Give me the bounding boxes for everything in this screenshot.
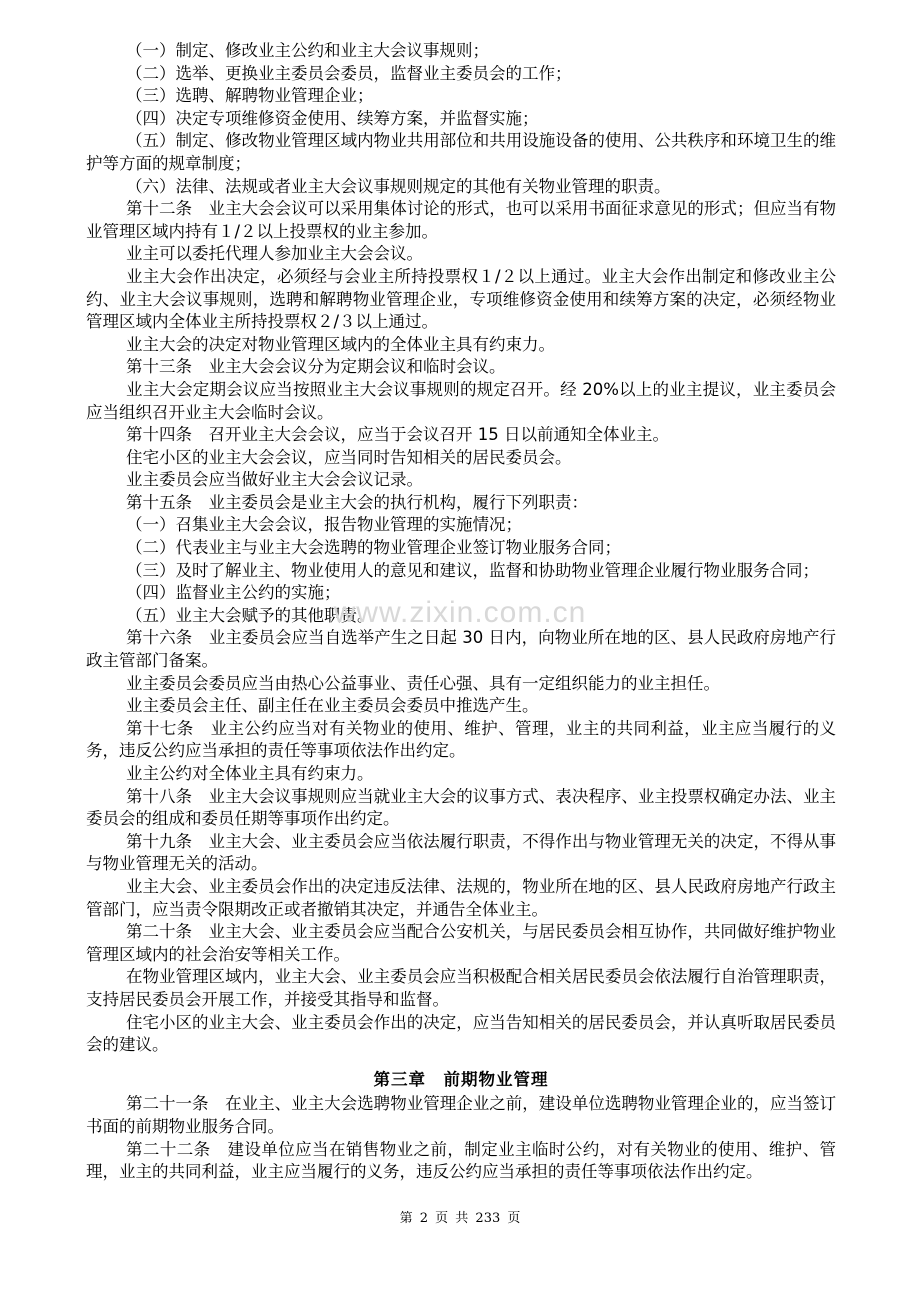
paragraph: （二）选举、更换业主委员会委员，监督业主委员会的工作； bbox=[126, 63, 572, 83]
article-21: 第二十一条 在业主、业主大会选聘物业管理企业之前，建设单位选聘物业管理企业的，应当签订书面的前期物业服务合同。 bbox=[86, 1094, 836, 1136]
article-14: 第十四条 召开业主大会会议，应当于会议召开 15 日以前通知全体业主。 bbox=[126, 425, 669, 445]
paragraph: （一）召集业主大会会议，报告物业管理的实施情况； bbox=[126, 515, 522, 535]
paragraph: （三）选聘、解聘物业管理企业； bbox=[126, 86, 374, 106]
paragraph: （四）监督业主公约的实施； bbox=[126, 583, 341, 603]
article-22: 第二十二条 建设单位应当在销售物业之前，制定业主临时公约，对有关物业的使用、维护、管理，业主的共同利益，业主应当履行的义务，违反公约应当承担的责任等事项依法作出约定。 bbox=[86, 1139, 836, 1182]
paragraph: （二）代表业主与业主大会选聘的物业管理企业签订物业服务合同； bbox=[126, 538, 621, 558]
paragraph: 业主委员会委员应当由热心公益事业、责任心强、具有一定组织能力的业主担任。 bbox=[126, 673, 720, 693]
paragraph: （六）法律、法规或者业主大会议事规则规定的其他有关物业管理的职责。 bbox=[126, 176, 671, 196]
paragraph: 业主委员会主任、副主任在业主委员会委员中推选产生。 bbox=[126, 696, 539, 716]
paragraph: 住宅小区的业主大会会议，应当同时告知相关的居民委员会。 bbox=[126, 447, 572, 467]
article-16: 第十六条 业主委员会应当自选举产生之日起 30 日内，向物业所在地的区、县人民政府房地产行政主管部门备案。 bbox=[86, 628, 836, 671]
paragraph: 业主委员会应当做好业主大会会议记录。 bbox=[126, 470, 423, 490]
paragraph: （五）制定、修改物业管理区域内物业共用部位和共用设施设备的使用、公共秩序和环境卫生的维护等方面的规章制度； bbox=[86, 131, 836, 173]
paragraph: 在物业管理区域内，业主大会、业主委员会应当积极配合相关居民委员会依法履行自治管理职责，支持居民委员会开展工作，并接受其指导和监督。 bbox=[86, 967, 836, 1009]
paragraph: （四）决定专项维修资金使用、续筹方案，并监督实施； bbox=[126, 108, 539, 128]
document-body bbox=[86, 40, 836, 1184]
paragraph: （五）业主大会赋予的其他职责。 bbox=[126, 605, 374, 625]
watermark: www.zixin.com.cn bbox=[333, 596, 587, 629]
paragraph: 业主大会定期会议应当按照业主大会议事规则的规定召开。经 20%以上的业主提议，业主委员会应当组织召开业主大会临时会议。 bbox=[86, 379, 836, 422]
chapter-heading: 第三章 前期物业管理 bbox=[373, 1069, 549, 1089]
paragraph: 业主大会的决定对物业管理区域内的全体业主具有约束力。 bbox=[126, 334, 555, 354]
article-19: 第十九条 业主大会、业主委员会应当依法履行职责，不得作出与物业管理无关的决定，不得从事与物业管理无关的活动。 bbox=[86, 831, 836, 874]
page-footer: 第 2 页 共 233 页 bbox=[399, 1211, 521, 1226]
paragraph: （一）制定、修改业主公约和业主大会议事规则； bbox=[126, 41, 489, 60]
paragraph: 业主大会作出决定，必须经与会业主所持投票权１/２以上通过。业主大会作出制定和修改业主公约、业主大会议事规则，选聘和解聘物业管理企业，专项维修资金使用和续筹方案的决定，必须经物业管理区域内全体业主所持投票权２/３以上通过。 bbox=[86, 266, 836, 332]
paragraph: 住宅小区的业主大会、业主委员会作出的决定，应当告知相关的居民委员会，并认真听取居民委员会的建议。 bbox=[86, 1012, 836, 1055]
paragraph: 业主公约对全体业主具有约束力。 bbox=[126, 764, 374, 783]
paragraph: 业主可以委托代理人参加业主大会会议。 bbox=[126, 244, 423, 264]
paragraph: 业主大会、业主委员会作出的决定违反法律、法规的，物业所在地的区、县人民政府房地产行政主管部门，应当责令限期改正或者撤销其决定，并通告全体业主。 bbox=[86, 876, 836, 919]
paragraph: （三）及时了解业主、物业使用人的意见和建议，监督和协助物业管理企业履行物业服务合同； bbox=[126, 560, 819, 580]
article-13: 第十三条 业主大会会议分为定期会议和临时会议。 bbox=[126, 357, 506, 377]
article-12: 第十二条 业主大会会议可以采用集体讨论的形式，也可以采用书面征求意见的形式；但应当有物业管理区域内持有１/２以上投票权的业主参加。 bbox=[86, 199, 836, 241]
article-20: 第二十条 业主大会、业主委员会应当配合公安机关，与居民委员会相互协作，共同做好维护物业管理区域内的社会治安等相关工作。 bbox=[86, 922, 836, 964]
article-17: 第十七条 业主公约应当对有关物业的使用、维护、管理，业主的共同利益，业主应当履行的义务，违反公约应当承担的责任等事项依法作出约定。 bbox=[86, 718, 836, 761]
article-15: 第十五条 业主委员会是业主大会的执行机构，履行下列职责： bbox=[126, 492, 588, 512]
article-18: 第十八条 业主大会议事规则应当就业主大会的议事方式、表决程序、业主投票权确定办法、业主委员会的组成和委员任期等事项作出约定。 bbox=[86, 786, 836, 829]
